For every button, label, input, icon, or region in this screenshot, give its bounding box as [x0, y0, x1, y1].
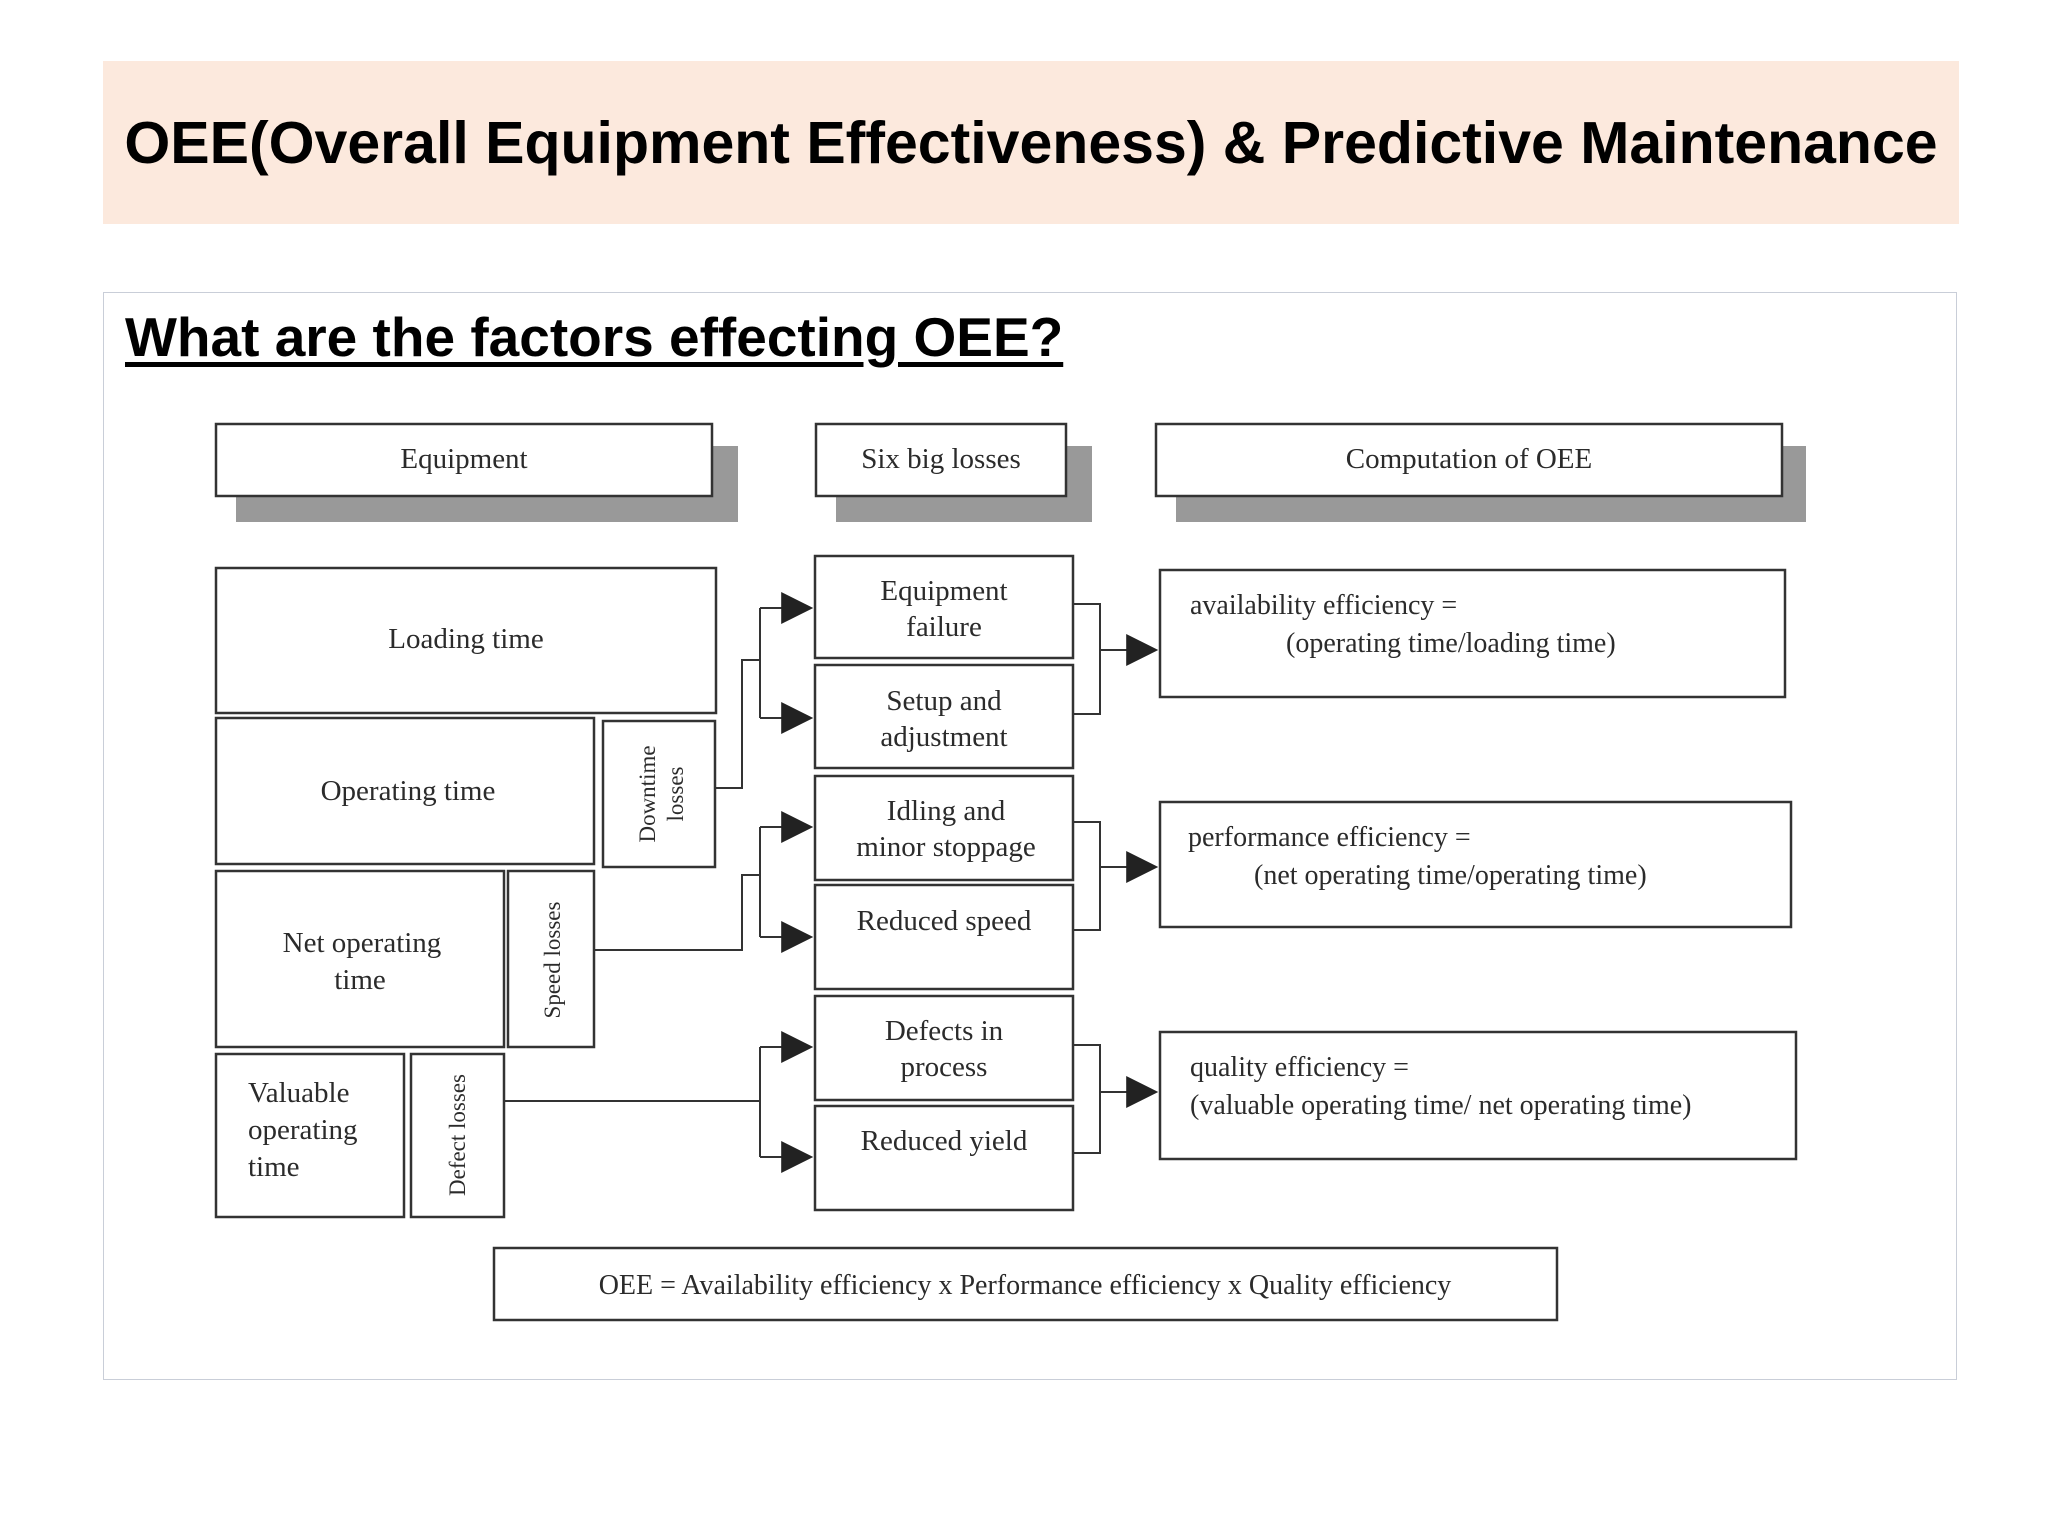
- reduced-yield-label: Reduced yield: [860, 1125, 1028, 1157]
- speed-connector: [594, 875, 760, 950]
- net-operating-label-2: time: [334, 964, 386, 996]
- setup-label-2: adjustment: [880, 721, 1008, 753]
- net-operating-time-box: [216, 871, 504, 1047]
- net-operating-label-1: Net operating: [282, 927, 442, 959]
- performance-bracket: [1073, 822, 1100, 930]
- quality-bracket: [1073, 1045, 1100, 1153]
- losses-header: Six big losses: [861, 443, 1021, 475]
- quality-formula-1: quality efficiency =: [1190, 1052, 1409, 1083]
- defects-label-1: Defects in: [884, 1015, 1004, 1047]
- downtime-label-1: Downtime: [635, 745, 660, 843]
- defects-label-2: process: [900, 1051, 988, 1083]
- operating-time-label: Operating time: [320, 775, 496, 807]
- idling-label-1: Idling and: [886, 795, 1006, 827]
- downtime-label-2: losses: [663, 766, 688, 822]
- defect-losses-label: Defect losses: [445, 1074, 470, 1196]
- reduced-speed-label: Reduced speed: [856, 905, 1032, 937]
- availability-formula-2: (operating time/loading time): [1286, 628, 1616, 659]
- performance-formula-1: performance efficiency =: [1188, 822, 1471, 853]
- performance-formula-2: (net operating time/operating time): [1254, 860, 1647, 891]
- section-heading: What are the factors effecting OEE?: [125, 306, 1064, 368]
- quality-formula-2: (valuable operating time/ net operating time): [1190, 1090, 1692, 1121]
- availability-bracket: [1073, 604, 1100, 714]
- loading-time-label: Loading time: [388, 623, 544, 655]
- valuable-label-1: Valuable: [248, 1077, 350, 1109]
- valuable-label-2: operating: [248, 1114, 358, 1146]
- equipment-header: Equipment: [400, 443, 528, 475]
- availability-formula-1: availability efficiency =: [1190, 590, 1458, 621]
- computation-header: Computation of OEE: [1345, 443, 1593, 475]
- page-title: OEE(Overall Equipment Effectiveness) & Predictive Maintenance: [124, 109, 1938, 176]
- reduced-yield-box: [815, 1106, 1073, 1210]
- reduced-speed-box: [815, 885, 1073, 989]
- equipment-failure-label-1: Equipment: [880, 575, 1008, 607]
- idling-label-2: minor stoppage: [856, 831, 1036, 863]
- valuable-label-3: time: [248, 1151, 300, 1183]
- equipment-failure-label-2: failure: [906, 611, 982, 643]
- downtime-connector: [715, 660, 760, 788]
- setup-label-1: Setup and: [886, 685, 1002, 717]
- defects-in-process-box: [815, 996, 1073, 1100]
- oee-formula: OEE = Availability efficiency x Performance efficiency x Quality efficiency: [598, 1270, 1452, 1301]
- idling-minor-stoppage-box: [815, 776, 1073, 880]
- speed-losses-label: Speed losses: [540, 901, 565, 1019]
